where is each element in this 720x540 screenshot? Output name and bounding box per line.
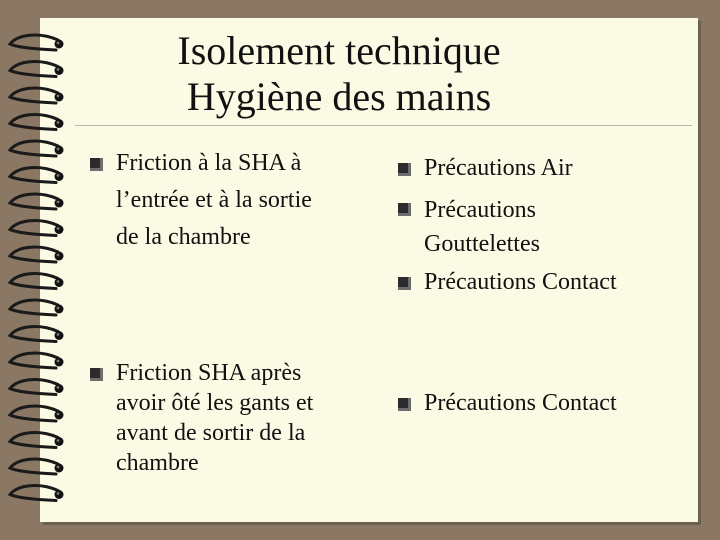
- bullet-right-2-line-1: Précautions: [424, 197, 536, 223]
- spiral-ring-icon: [10, 433, 64, 448]
- spiral-ring-icon: [10, 380, 64, 395]
- bullet-right-1-line-1: Précautions Air: [424, 155, 573, 181]
- slide-title: [0, 28, 678, 120]
- spiral-ring-icon: [10, 486, 64, 501]
- spiral-ring-icon: [10, 274, 64, 289]
- title-line-1: Isolement technique: [177, 28, 501, 73]
- title-line-2: Hygiène des mains: [186, 74, 492, 119]
- title-divider: [75, 125, 692, 126]
- bullet-right-4-line-1: Précautions Contact: [424, 390, 617, 416]
- bullet-left-2-line-1: Friction SHA après: [116, 360, 302, 386]
- bullet-left-1-line-1: Friction à la SHA à: [116, 150, 302, 176]
- bullet-left-2-line-3: avant de sortir de la: [116, 420, 306, 446]
- square-bullet-icon: [90, 368, 103, 381]
- square-bullet-icon: [398, 398, 411, 411]
- spiral-ring-icon: [10, 406, 64, 421]
- spiral-ring-icon: [10, 168, 64, 183]
- bullet-left-2-line-2: avoir ôté les gants et: [116, 390, 314, 416]
- bullet-right-4-text: [424, 388, 617, 418]
- spiral-ring-icon: [10, 247, 64, 262]
- spiral-ring-icon: [10, 194, 64, 209]
- bullet-right-3-text: [424, 267, 617, 297]
- square-bullet-icon: [398, 277, 411, 290]
- bullet-left-2-line-4: chambre: [116, 450, 199, 476]
- square-bullet-icon: [90, 158, 103, 171]
- spiral-ring-icon: [10, 327, 64, 342]
- spiral-ring-icon: [10, 221, 64, 236]
- bullet-right-2-line-2: Gouttelettes: [424, 231, 540, 257]
- bullet-left-1-line-3: de la chambre: [116, 224, 251, 250]
- bullet-left-2-text: [116, 358, 313, 478]
- spiral-ring-icon: [10, 353, 64, 368]
- spiral-ring-icon: [10, 300, 64, 315]
- bullet-left-1-line-2: l’entrée et à la sortie: [116, 187, 312, 213]
- bullet-right-2-text: [424, 193, 540, 261]
- square-bullet-icon: [398, 203, 411, 216]
- bullet-right-1-text: [424, 153, 573, 183]
- bullet-left-1-text: [116, 145, 312, 256]
- square-bullet-icon: [398, 163, 411, 176]
- spiral-ring-icon: [10, 459, 64, 474]
- bullet-right-3-line-1: Précautions Contact: [424, 269, 617, 295]
- spiral-ring-icon: [10, 141, 64, 156]
